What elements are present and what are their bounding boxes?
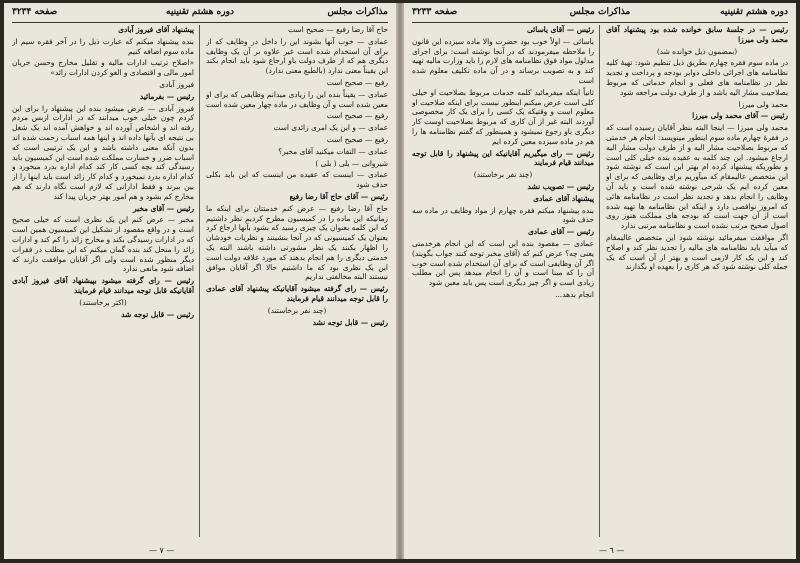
speaker-paragraph: رئیس — قابل توجه شد xyxy=(121,309,194,319)
right-page xyxy=(404,3,796,559)
text-paragraph: فیروز آبادی xyxy=(159,79,194,89)
text-paragraph: رفیع — صحیح است xyxy=(326,111,388,121)
header-title: مذاکرات مجلس xyxy=(569,7,631,17)
column-divider xyxy=(599,25,600,537)
speaker-paragraph: رئیس — تصویب نشد xyxy=(527,181,594,191)
header-rule xyxy=(412,22,788,23)
header-title: مذاکرات مجلس xyxy=(327,7,388,17)
text-paragraph: (چند نفر برخاستند) xyxy=(267,305,327,315)
speaker-paragraph: رئیس — در جلسهٔ سابق خوانده شده بود پیشنهاد آقای محمد ولی میرزا xyxy=(606,25,788,44)
text-column-right xyxy=(206,25,388,541)
speaker-paragraph: رئیس — آقای عمادی xyxy=(527,227,594,237)
text-paragraph: اگر موافقت میفرمائید نوشته شود این متخصص عالیمقام که میآید باید نظامنامه های مالیه را تجدید نظر کند و اصلاح کند و این یک کار لازمی است و بهتر از آن است که یک جمله کلی نوشته شود که هر کاری را بعهده او بگذارند xyxy=(606,232,788,272)
text-paragraph: انجام بدهد... xyxy=(555,289,594,299)
text-paragraph: شیروانی — بلی ( بلی ) xyxy=(315,158,388,168)
text-paragraph: بنده پیشنهاد میکنم که عبارت ذیل را در آخر فقره سیم از ماده سوم اضافه کنیم xyxy=(12,36,194,56)
page-footer-number: — ٧ — xyxy=(149,546,175,555)
left-page xyxy=(4,3,396,559)
speaker-paragraph: رئیس — رای میگیریم آقایانیکه این پیشنهاد را قابل توجه میدانند قیام فرمایند xyxy=(412,148,594,168)
header-session: دوره هشتم تقنینیه xyxy=(166,7,234,17)
text-paragraph: در ماده سوم فقره چهارم بطریق ذیل تنظیم شود: تهیهٔ کلیه نظامنامه های اجرائی داخلی دوایر بودجه و پرداخت و تجدید نظر در نظامنامه های فعلی و انجام خدماتی که مربوط بصلاحیت مشار الیه باشد و از طرف دولت مراجعه شود xyxy=(606,58,788,97)
text-paragraph: ثانیاً اینکه میفرمائید کلمه خدمات مربوط بصلاحیت او خیلی کلی است عرض میکنم اینطور نیست برای اینکه صلاحیت او معلوم است و وقتیکه یک کسی را برای یک کار مخصوصی آوردند البته غیر از آن کاری که مربوط بصلاحیت اوست کار دیگری باو رجوع نمیشود و همینطور که گفتم نظامنامه ها را هم در ماده سیزده معین کرده ایم xyxy=(412,87,594,146)
speaker-paragraph: رئیس — رای گرفته میشود بپیشنهاد آقای فیروز آبادی آقایانیکه قابل توجه میدانند قیام فرمایند xyxy=(12,276,194,295)
speaker-paragraph: رئیس — بفرمائید xyxy=(139,91,194,101)
text-paragraph: بنده پیشنهاد میکنم فقره چهارم از مواد وظایف در ماده سه حذف شود xyxy=(412,205,594,225)
text-paragraph: (اکثر برخاستند) xyxy=(79,297,127,307)
page-header xyxy=(12,7,388,21)
text-paragraph: عمادی — یقیناً بنده این را زیادی میدانم وظایفی که برای او معین شده است و آن وظایف در ماده چهار معین شده است xyxy=(206,89,388,109)
text-column-left xyxy=(12,25,194,541)
speaker-paragraph: رئیس — آقای محمد ولی میرزا xyxy=(692,111,788,121)
speaker-paragraph: پیشنهاد آقای عمادی xyxy=(533,193,594,203)
text-paragraph: عمادی — اینست که عقیده من اینست که این باید بکلی حذف شود xyxy=(206,170,388,190)
book-gutter xyxy=(396,3,404,559)
page-footer-number: — ٦ — xyxy=(599,546,625,555)
text-paragraph: محمد ولی میرزا — اینجا البته بنظر آقایان رسیده است که در فقرهٔ چهارم ماده سوم اینطور مینویسد: انجام هر خدمتی که مربوط بصلاحیت مشار الیه و از طرف دولت مشار الیه ارجاع میشود. این چند کلمه به عقیده بنده خیلی کلی است و بطوریکه پیشنهاد کرده ام بهتر این است که نوشته شود این متخصص عالیمقام که میآوریم برای وظایفی که برای او معین کرده ایم یک شرحی نوشته شده است و باید آن وظایف را انجام بدهد و تجدید نظر است در نظامنامه هائی که امروز نواقصی دارد و اینکه این نظامنامه ها تهیه شده است از آن جهت است که بودجه های مملکت هنوز روی اصول صحیح مرتب نشده است و نظامنامه مرتبی ندارد xyxy=(606,123,788,231)
text-paragraph: محمد ولی میرزا xyxy=(738,99,788,109)
text-paragraph: «اصلاح ترتیب ادارات مالیه و تقلیل مخارج وحسن جریان امور مالی و اقتصادی و الغو کردن ادارات زائد» xyxy=(12,58,194,78)
speaker-paragraph: رئیس — قابل توجه نشد xyxy=(312,317,388,327)
text-paragraph: فیروز آبادی — عرض میشود بنده این پیشنهاد را برای این کردم چون خیلی خوب میدانند که در ادارات ازبس مردم رفته اند و اشخاص آورده اند و خواهش آمده اند یک شغل بی نتیجه ای بآنها داده اند و اینها همه اسباب زحمت شده اند بدون آنکه معنی داشته باشد و این یک ترتیبی است که اسباب ضرر و خسارت مملکت شده است این کمیسیون باید رسیدگی کند بچه کسی کار کند کدام اداره بدرد میخورد و کدام اداره بدرد نمیخورد و کدام کار زائد است باید اینها را از بین ببرند و فقط اداراتی که لازم است نگاه دارند که هم مخارج کم بشود و هم امور بهتر جریان پیدا کند xyxy=(12,103,194,201)
page-header xyxy=(412,7,788,21)
text-paragraph: (چند نفر برخاستند) xyxy=(473,170,533,180)
speaker-paragraph: پیشنهاد آقای فیروز آبادی xyxy=(118,25,194,34)
book-spread xyxy=(4,3,796,559)
text-paragraph: (بمضمون ذیل خوانده شد) xyxy=(656,46,738,56)
speaker-paragraph: رئیس — آقای حاج آقا رضا رفیع xyxy=(289,191,388,201)
text-paragraph: عمادی — التفات میکنید آقای مخبر؟ xyxy=(278,146,388,156)
text-paragraph: حاج آقا رضا رفیع — صحیح است xyxy=(288,25,388,34)
speaker-paragraph: رئیس — آقای یاسائی xyxy=(527,25,594,34)
text-paragraph: رفیع — صحیح است xyxy=(326,134,388,144)
speaker-paragraph: رئیس — آقای مخبر xyxy=(132,203,194,213)
text-paragraph: حاج آقا رضا رفیع — عرض کنم خدمتتان برای اینکه ما زمانیکه این ماده را در کمیسیون مطرح کردیم نظر داشتیم که این کلمه بعنوان یک چیزی رسید که بشود بآنها ارجاع کرد بعنوان یک کمیسیونی که در آنجا بنشینند و نظریات خودشان را اظهار بکنند یک نظر مشورتی داشته باشند البته یک خدمتی دیگری را هم انجام بدهند که مورد علاقه دولت است این یک نظری بود که ما داشتیم حالا اگر آقایان موافق نیستند البته مخالفتی نداریم xyxy=(206,203,388,282)
text-paragraph: عمادی — و این یک امری زائدی است xyxy=(273,123,388,133)
text-column-left xyxy=(412,25,594,541)
text-column-right xyxy=(606,25,788,541)
text-paragraph: یاسائی — اولاً خوب بود حضرت والا ماده سیزده این قانون را ملاحظه میفرمودند که در آنجا نوشته است: برای اجرای مدلول مواد فوق نظامنامه های لازم را باید وزارت مالیه تهیه کند و به تصویب برساند و در آن ماده تکلیف معلوم شده است xyxy=(412,36,594,85)
column-divider xyxy=(199,25,200,537)
text-paragraph: مخبر — عرض کنم این یک نظری است که خیلی صحیح است و در واقع مقصود از تشکیل این کمیسیون همین است که در ادارات رسیدگی بکند و مخارج زائد را کم کند و ادارات زائد را منحل کند بنده گمان میکنم که این مطلب در فقرات دیگر منظور شده است ولی اگر آقایان موافقت دارند که اضافه شود مانعی ندارد xyxy=(12,215,194,274)
text-paragraph: رفیع — صحیح است xyxy=(326,77,388,87)
header-rule xyxy=(12,22,388,23)
text-paragraph: عمادی — مقصود بنده این است که این انجام هرخدمتی یعنی چه؟ عرض کنم که (آقای مخبر توجه کنند جواب بگویند) اگر آن وظایفی است که برای آن استخدام شده است خوب آن را که مبنا است و آن را انجام میدهد پس این مطلب زیادی است و اگر چیز دیگری است پس باید معین شود xyxy=(412,238,594,288)
header-page-number: صفحه ۳۲۳۳ xyxy=(412,7,458,17)
header-session: دوره هشتم تقنینیه xyxy=(720,7,788,17)
header-page-number: صفحه ۳۲۳۴ xyxy=(12,7,58,17)
text-paragraph: عمادی — خوب آنها بشوند این را داخل در وظایف که از برای آن استخدام شده است غیر علاوه بر آن یک وظایف دیگری هم که از طرف دولت باو ارجاع شود باید انجام بکند این یقیناً معنی ندارد (بالطبع معنی ندارد) xyxy=(206,36,388,76)
speaker-paragraph: رئیس — رای گرفته میشود آقایانیکه پیشنهاد آقای عمادی را قابل توجه میدانند قیام فرمایند xyxy=(206,284,388,303)
